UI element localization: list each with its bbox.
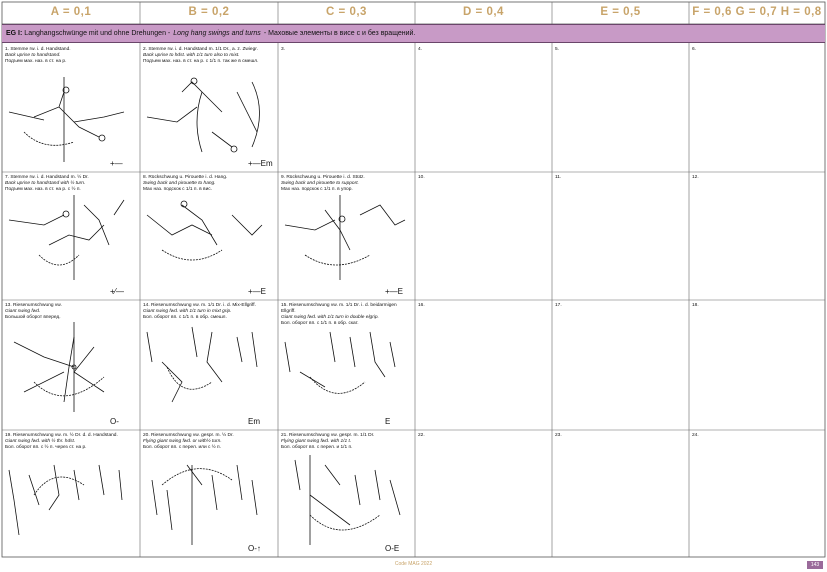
element-8-illustration (142, 195, 272, 290)
element-symbol: O-↑ (248, 544, 261, 553)
element-cell-text (555, 47, 686, 53)
element-en: Back uprise to handstand with ½ turn. (5, 181, 86, 186)
column-header: F = 0,6 G = 0,7 H = 0,8 (692, 6, 822, 18)
element-symbol: O- (110, 417, 119, 426)
element-2-illustration (142, 72, 272, 167)
element-title: 20. Riesenumschwung vw. gespr. m. ½ Dr. (143, 433, 234, 438)
element-en: Back uprise to handstand. (5, 53, 61, 58)
element-symbol: E (385, 417, 391, 426)
element-cell-text (143, 303, 275, 321)
element-symbol: O-E (385, 544, 400, 553)
element-ru: Подъем мах. наз. в ст. на р. с ½ п. (5, 187, 81, 192)
element-title: 2. Stemme rw. i. d. Handstand m. 1/1 Dr., a. z. Zwiegr. (143, 47, 258, 52)
element-cell-text (692, 175, 822, 181)
element-symbol: +—E (385, 287, 404, 296)
element-symbol: +—Em (248, 159, 273, 168)
element-en: Flying giant swing fwd. with 1/1 t. (281, 439, 352, 444)
element-cell-text (5, 47, 137, 65)
element-symbol: +⁄— (110, 287, 125, 296)
element-cell-text (143, 433, 275, 451)
element-7-illustration (4, 195, 134, 290)
element-cell-text (5, 175, 137, 193)
element-cell-text (143, 47, 275, 65)
element-ru: Мах наз. подскок с 1/1 п. в вис. (143, 187, 213, 192)
element-title: 11. (555, 175, 562, 180)
element-cell-text (555, 433, 686, 439)
element-title: 17. (555, 303, 562, 308)
element-title: 1. Stemme rw. i. d. Handstand. (5, 47, 71, 52)
element-21-illustration (280, 455, 410, 550)
element-cell-text (281, 433, 412, 451)
group-banner (2, 24, 825, 43)
element-cell-text (5, 433, 137, 451)
element-title: 22. (418, 433, 425, 438)
element-title: 21. Riesenumschwung vw. gespr. m. 1/1 Dr. (281, 433, 375, 438)
group-title-de: Langhangschwünge mit und ohne Drehungen - (24, 30, 171, 37)
element-cell-text (418, 303, 549, 309)
element-title: 16. (418, 303, 425, 308)
element-cell-text (692, 47, 822, 53)
element-en: Giant swing fwd. with 1/1 turn in mixt grip. (143, 309, 232, 314)
column-header: C = 0,3 (326, 6, 367, 18)
element-symbol: +— (110, 159, 123, 168)
element-ru: Подъем мах. наз. в ст. на р. (5, 59, 67, 64)
element-cell-text (418, 175, 549, 181)
element-19-illustration (4, 455, 134, 550)
group-title-ru: - Маховые элементы в висе с и без вращений. (263, 30, 416, 37)
element-en: Flying giant swing fwd. or with½ turn. (143, 439, 222, 444)
element-en: Swing back and pirouette to support. (281, 181, 359, 186)
element-cell-text (692, 433, 822, 439)
element-title: 24. (692, 433, 699, 438)
element-ru: Большой оборот вперед. (5, 315, 61, 320)
group-title-en: Long hang swings and turns (173, 30, 261, 37)
element-cell-text (555, 303, 686, 309)
element-title: 23. (555, 433, 562, 438)
element-ru: Подъем мах. наз. в ст. на р. с 1/1 п. так же в смешл. (143, 59, 259, 64)
footer-code: Code MAG 2022 (394, 561, 433, 567)
element-title: 3. (281, 47, 286, 52)
element-cell-text (418, 433, 549, 439)
element-title: 12. (692, 175, 699, 180)
element-15-illustration (280, 322, 410, 417)
column-header: D = 0,4 (463, 6, 504, 18)
element-ru: Бол. оборот вп. с ½ п. через ст. на р. (5, 445, 87, 450)
element-1-illustration (4, 72, 134, 167)
element-cell-text (555, 175, 686, 181)
element-en: Back uprise to hdst. with 1/1 turn also to mixt. (143, 53, 240, 58)
element-ru: Бол. оборот вп. с 1/1 п. в обр. смешл. (143, 315, 227, 320)
element-en: Giant swing fwd. with ½ thr. hdst. (5, 439, 76, 444)
element-20-illustration (142, 455, 272, 550)
element-title: 15. Riesenumschwung vw. m. 1/1 Dr. i. d. beidarmigen Ellgriff. (281, 303, 397, 314)
element-title: 8. Rückschwung u. Pirouette i. d. Hang. (143, 175, 228, 180)
element-cell-text (418, 47, 549, 53)
element-title: 19. Riesenumschwung vw. m. ½ Dr. d. d. Handstand. (5, 433, 118, 438)
element-9-illustration (280, 195, 410, 290)
group-code: EG I: (6, 30, 23, 37)
element-title: 4. (418, 47, 423, 52)
column-header: B = 0,2 (188, 6, 230, 18)
element-cell-text (143, 175, 275, 193)
element-title: 6. (692, 47, 697, 52)
element-title: 7. Stemme rw. i. d. Handstand m. ½ Dr. (5, 175, 89, 180)
element-cell-text (692, 303, 822, 309)
element-symbol: Em (248, 417, 260, 426)
element-title: 5. (555, 47, 560, 52)
element-title: 14. Riesenumschwung vw. m. 1/1 Dr. i. d. Mix-Ellgriff. (143, 303, 256, 308)
element-cell-text (5, 303, 137, 321)
element-title: 9. Rückschwung u. Pirouette i. d. Stütz. (281, 175, 365, 180)
element-14-illustration (142, 322, 272, 417)
element-title: 13. Riesenumschwung vw. (5, 303, 62, 308)
element-en: Swing back and pirouette to hang. (143, 181, 216, 186)
page-number: 143 (807, 561, 823, 569)
element-ru: Бол. оборот вп. с перел. и 1/1 п. (281, 445, 353, 450)
column-header: A = 0,1 (50, 6, 92, 18)
column-header: E = 0,5 (600, 6, 641, 18)
element-ru: Мах наз. подскок с 1/1 п. в упор. (281, 187, 353, 192)
element-cell-text (281, 175, 412, 193)
element-ru: Бол. оборот вп. с перел. или с ½ п. (143, 445, 221, 450)
element-cell-text (281, 47, 412, 53)
element-title: 18. (692, 303, 699, 308)
element-title: 10. (418, 175, 425, 180)
element-en: Giant swing fwd. with 1/1 turn in double elgrip. (281, 315, 379, 320)
element-13-illustration (4, 322, 134, 417)
element-symbol: +—E (248, 287, 267, 296)
element-en: Giant swing fwd. (5, 309, 41, 314)
element-ru: Бол. оборот вп. с 1/1 п. в обр. скат. (281, 321, 359, 326)
